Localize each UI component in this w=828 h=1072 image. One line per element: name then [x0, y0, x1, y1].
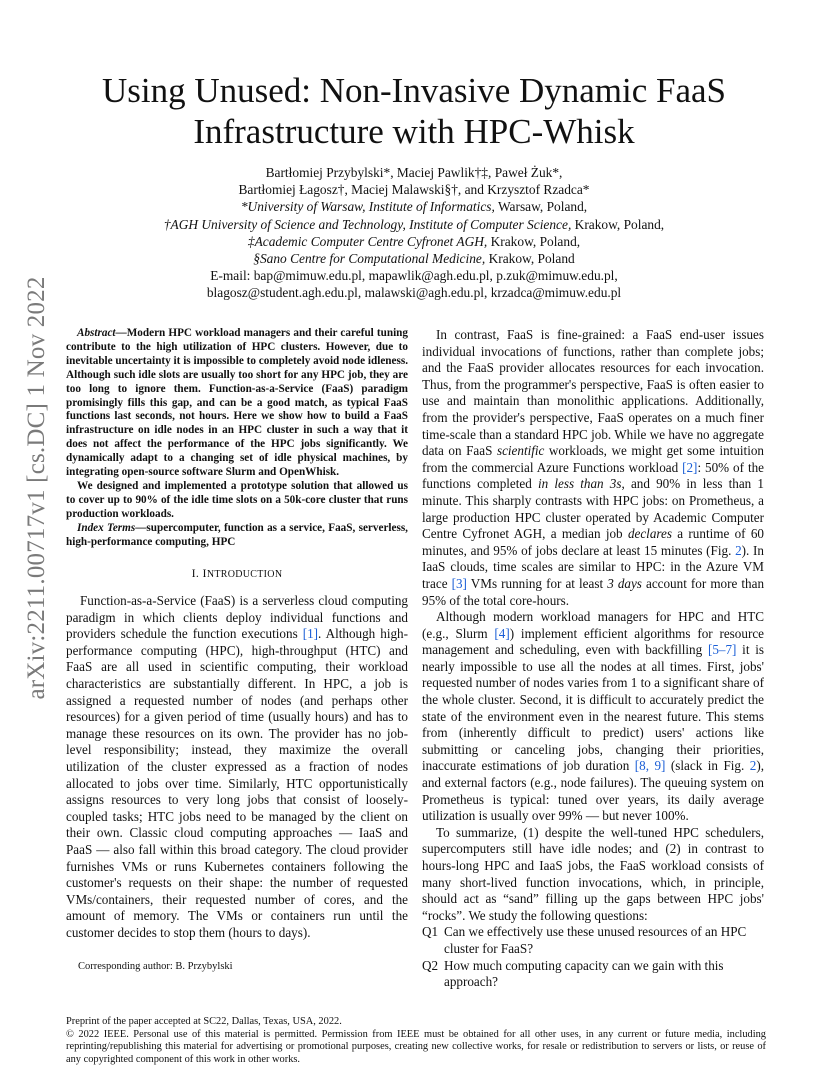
question-text: Can we effectively use these unused resources of an HPC cluster for FaaS? [444, 924, 747, 956]
question-number: Q2 [422, 957, 439, 973]
title-line-1: Using Unused: Non-Invasive Dynamic FaaS [101, 71, 727, 110]
figure-link[interactable]: 2 [749, 758, 757, 774]
index-terms: Index Terms—supercomputer, function as a service, FaaS, serverless, high-performance computing, HPC [66, 521, 408, 548]
question-1 [422, 924, 764, 957]
abstract-paragraph-1: Abstract—Modern HPC workload managers and their careful tuning contribute to the high utilization of HPC clusters. However, due to inevitable uncertainty it is impossible to completely avoid node idleness. Although such idle slots are usually too short for any HPC job, they are too long to ignore them. Function-as-a-Service (FaaS) paradigm promisingly fills this gap, and can be a good match, as typical FaaS functions last seconds, not hours. Here we show how to build a FaaS infrastructure on idle nodes in an HPC cluster in such a way that it does not affect the performance of the HPC jobs significantly. We dynamically adapt to a changing set of idle physical machines, by integrating open-source software Slurm and OpenWhisk. [66, 327, 408, 479]
abstract-label: Abstract [77, 327, 116, 339]
page-footer [66, 1016, 766, 1066]
abstract [66, 327, 408, 550]
author-block [0, 164, 828, 302]
section-heading: I. INTRODUCTION [191, 565, 283, 580]
citation-link[interactable]: [3] [451, 575, 467, 591]
right-column [422, 327, 764, 991]
question-number: Q1 [422, 924, 439, 940]
affiliation-3: ‡Academic Computer Centre Cyfronet AGH, Krakow, Poland, [247, 233, 581, 249]
citation-link[interactable]: [4] [494, 625, 510, 641]
arxiv-identifier: arXiv:2211.00717v1 [cs.DC] 1 Nov 2022 [22, 275, 50, 700]
citation-link[interactable]: [5–7] [707, 642, 737, 658]
paper-title [0, 70, 828, 152]
question-text: How much computing capacity can we gain with this approach? [444, 957, 724, 990]
intro-paragraph-4: To summarize, (1) despite the well-tuned HPC schedulers, supercomputers still have idle nodes; and (2) in contrast to hours-long HPC and IaaS jobs, the FaaS workload consists of many short-lived function invocations, which, in principle, should act as “sand” filling up the gaps between HPC jobs' “rocks”. We study the following questions: [422, 824, 764, 923]
author-line-1: Bartłomiej Przybylski*, Maciej Pawlik†‡, Paweł Żuk*, [265, 165, 563, 180]
citation-link[interactable]: [2] [682, 459, 698, 475]
email-line-2: blagosz@student.agh.edu.pl, malawski@agh.edu.pl, krzadca@mimuw.edu.pl [206, 285, 622, 301]
email-line-1: E-mail: bap@mimuw.edu.pl, mapawlik@agh.edu.pl, p.zuk@mimuw.edu.pl, [210, 268, 618, 284]
index-terms-label: Index Terms [77, 521, 136, 534]
affiliation-4: §Sano Centre for Computational Medicine, Krakow, Poland [253, 251, 575, 267]
author-line-2: Bartłomiej Łagosz†, Maciej Malawski§†, and Krzysztof Rzadca* [238, 182, 590, 198]
intro-paragraph-3: Although modern workload managers for HPC and HTC (e.g., Slurm [4]) implement efficient algorithms for resource management and scheduling, even with backfilling [5–7] it is nearly impossible to use all the nodes at all times. First, jobs' requested number of nodes varies from 1 to a significant share of the whole cluster. Second, it is difficult to accurately predict the state of the environment even in the nearest future. This stems from (inherently difficult to predict) users' actions like submitting or canceling jobs, changing their priorities, inaccurate estimations of job duration [8, 9] (slack in Fig. 2), and external factors (e.g., node failures). The queuing system on Prometheus is typical: tuned over years, its daily average utilization is usually over 99% — but never 100%. [422, 609, 764, 824]
left-column [66, 327, 408, 942]
preprint-note: Preprint of the paper accepted at SC22, Dallas, Texas, USA, 2022. [66, 1016, 342, 1027]
abstract-paragraph-2: We designed and implemented a prototype solution that allowed us to cover up to 90% of the idle time slots on a 50k-core cluster that runs production workloads. [66, 479, 408, 520]
figure-link[interactable]: 2 [735, 542, 742, 558]
citation-link[interactable]: [1] [302, 626, 319, 642]
intro-paragraph-1: Function-as-a-Service (FaaS) is a serverless cloud computing paradigm in which clients deploy individual functions and providers schedule the function executions [1]. Although high-performance computing (HPC), high-throughput (HTC) and FaaS are all used in scientific computing, their workload characteristics are substantially different. In HPC, a job is assigned a requested number of nodes (and perhaps other resources) for a given period of time (usually hours) and has to manage these resources on its own. The provider has no job-level responsibility; instead, they maximize the overall utilization of the cluster expressed as a fraction of nodes allocated to jobs over time. Similarly, HTC opportunistically assigns resources to very long jobs that consist of loosely-coupled tasks; HTC jobs need to be managed by the client on their own. Classic cloud computing approaches — IaaS and PaaS — also fall within this broad category. The cloud provider furnishes VMs or runs Kubernetes containers following the customer's requests on their shape: the number of requested VMs/containers, their requested number of cores, and the amount of memory. The VMs or containers run until the customer decides to stop them (hours to days). [66, 593, 408, 940]
intro-paragraph-2: In contrast, FaaS is fine-grained: a FaaS end-user issues individual invocations of functions, rather than complete jobs; and the FaaS provider allocates resources for each invocation. Thus, from the programmer's perspective, FaaS is often easier to use and maintain than monolithic applications. Additionally, from the provider's perspective, FaaS operates on a much finer time-scale than a standard HPC job. While we have no aggregate data on FaaS scientific workloads, we might get some intuition from the commercial Azure Functions workload [2]: 50% of the functions completed in less than 3s, and 90% in less than 1 minute. This sharply contrasts with HPC jobs: on Prometheus, a large production HPC cluster operated by Academic Computer Centre Cyfronet AGH, a median job declares a runtime of 60 minutes, and 95% of jobs declare at least 15 minutes (Fig. 2). In IaaS clouds, time scales are similar to HPC: in the Azure VM trace [3] VMs running for at least 3 days account for more than 95% of the total core-hours. [422, 327, 765, 608]
citation-link[interactable]: [8, 9] [634, 758, 666, 774]
corresponding-author-note: Corresponding author: B. Przybylski [78, 961, 233, 972]
affiliation-2: †AGH University of Science and Technology, Institute of Computer Science, Krakow, Poland, [163, 216, 665, 232]
copyright-notice: © 2022 IEEE. Personal use of this material is permitted. Permission from IEEE must be obtained for all other uses, in any current or future media, including reprinting/republishing this material for advertising or promotional purposes, creating new collective works, for resale or redistribution to servers or lists, or reuse of any copyrighted component of this work in other works. [66, 1028, 766, 1065]
question-2 [422, 958, 764, 991]
affiliation-1: *University of Warsaw, Institute of Informatics, Warsaw, Poland, [240, 199, 588, 215]
arxiv-sidebar [14, 275, 59, 700]
title-line-2: Infrastructure with HPC-Whisk [193, 112, 635, 151]
